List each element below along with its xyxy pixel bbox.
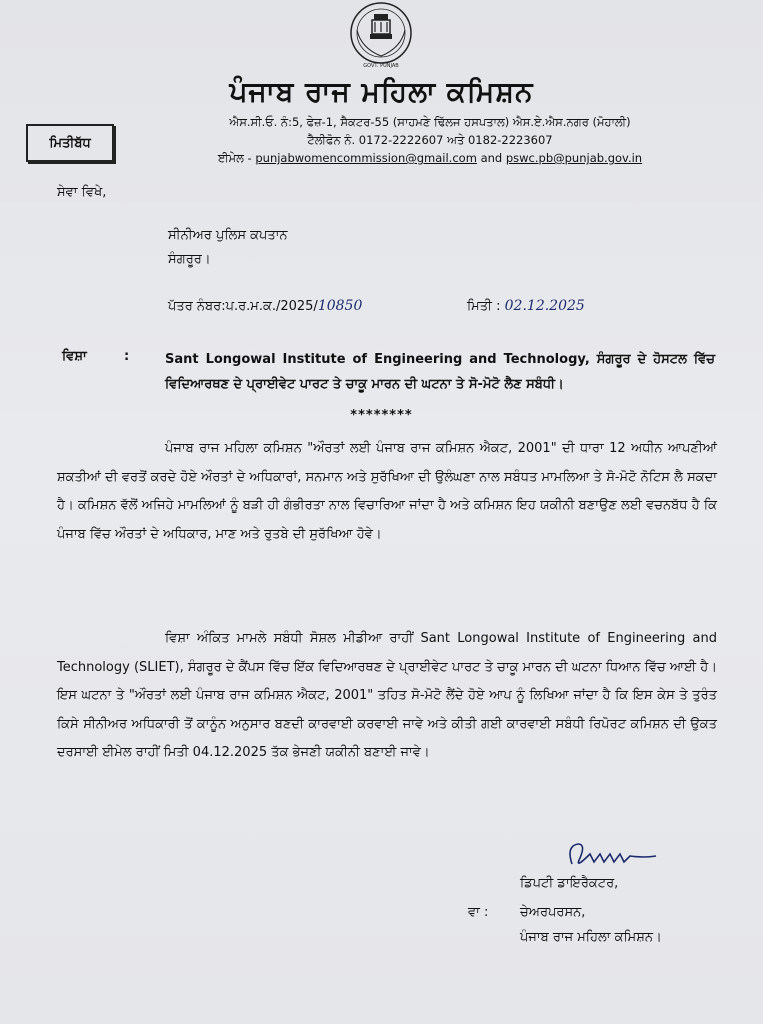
emblem-label: GOVT. PUNJAB [363, 63, 399, 69]
org-address: ਐਸ.ਸੀ.ਓ. ਨੰ:5, ਫੇਜ਼-1, ਸੈਕਟਰ-55 (ਸਾਹਮਣੇ ਢਿੱਲਜ ਹਸਪਤਾਲ) ਐਸ.ਏ.ਐਸ.ਨਗਰ (ਮੋਹਾਲੀ) [229, 115, 631, 129]
separator: ******** [350, 408, 413, 423]
signatory-designation: ਡਿਪਟੀ ਡਾਇਰੈਕਟਰ, [520, 876, 619, 891]
org-title: ਪੰਜਾਬ ਰਾਜ ਮਹਿਲਾ ਕਮਿਸ਼ਨ [229, 75, 534, 108]
letter-number-value: 10850 [317, 298, 363, 314]
signatory-org: ਪੰਜਾਬ ਰਾਜ ਮਹਿਲਾ ਕਮਿਸ਼ਨ। [520, 930, 662, 945]
body-paragraph-1: ਪੰਜਾਬ ਰਾਜ ਮਹਿਲਾ ਕਮਿਸ਼ਨ "ਔਰਤਾਂ ਲਈ ਪੰਜਾਬ ਰਾਜ ਕਮਿਸ਼ਨ ਐਕਟ, 2001" ਦੀ ਧਾਰਾ 12 ਅਧੀਨ ਆਪਣੀਆਂ ਸ਼ਕਤੀਆਂ ਦੀ ਵਰਤੋਂ ਕਰਦੇ ਹੋਏ ਔਰਤਾਂ ਦੇ ਅਧਿਕਾਰਾਂ, ਸਨਮਾਨ ਅਤੇ ਸੁਰੱਖਿਆ ਦੀ ਉਲੰਘਣਾ ਨਾਲ ਸਬੰਧਤ ਮਾਮਲਿਆ ਤੇ ਸੋ-ਮੋਟੋ ਨੋਟਿਸ ਲੈ ਸਕਦਾ ਹੈ। ਕਮਿਸ਼ਨ ਵੱਲੋਂ ਅਜਿਹੇ ਮਾਮਲਿਆਂ ਨੂੰ ਬੜੀ ਹੀ ਗੰਭੀਰਤਾ ਨਾਲ ਵਿਚਾਰਿਆ ਜਾਂਦਾ ਹੈ ਅਤੇ ਕਮਿਸ਼ਨ ਇਹ ਯਕੀਨੀ ਬਣਾਉਣ ਲਈ ਵਚਨਬੱਧ ਹੈ ਕਿ ਪੰਜਾਬ ਵਿੱਚ ਔਰਤਾਂ ਦੇ ਅਧਿਕਾਰ, ਮਾਣ ਅਤੇ ਰੁਤਬੇ ਦੀ ਸੁਰੱਖਿਆ ਹੋਵੇ। [57, 441, 717, 542]
body-paragraph-2: ਵਿਸ਼ਾ ਅੰਕਿਤ ਮਾਮਲੇ ਸਬੰਧੀ ਸੋਸ਼ਲ ਮੀਡੀਆ ਰਾਹੀਂ Sant Longowal Institute of Engineering and Technology (SLIET), ਸੰਗਰੂਰ ਦੇ ਕੈਂਪਸ ਵਿੱਚ ਇੱਕ ਵਿਦਿਆਰਥਣ ਦੇ ਪ੍ਰਾਈਵੇਟ ਪਾਰਟ ਤੇ ਚਾਕੂ ਮਾਰਨ ਦੀ ਘਟਨਾ ਧਿਆਨ ਵਿੱਚ ਆਈ ਹੈ। ਇਸ ਘਟਨਾ ਤੇ "ਔਰਤਾਂ ਲਈ ਪੰਜਾਬ ਰਾਜ ਕਮਿਸ਼ਨ ਐਕਟ, 2001" ਤਹਿਤ ਸੋ-ਮੋਟੋ ਲੈਂਦੇ ਹੋਏ ਆਪ ਨੂੰ ਲਿਖਿਆ ਜਾਂਦਾ ਹੈ ਕਿ ਇਸ ਕੇਸ ਤੇ ਤੁਰੰਤ ਕਿਸੇ ਸੀਨੀਅਰ ਅਧਿਕਾਰੀ ਤੋਂ ਕਾਨੂੰਨ ਅਨੁਸਾਰ ਬਣਦੀ ਕਾਰਵਾਈ ਕਰਵਾਈ ਜਾਵੇ ਅਤੇ ਕੀਤੀ ਗਈ ਕਾਰਵਾਈ ਸਬੰਧੀ ਰਿਪੋਰਟ ਕਮਿਸ਼ਨ ਦੀ ਉਕਤ ਦਰਸਾਈ ਈਮੇਲ ਰਾਹੀਂ ਮਿਤੀ 04.12.2025 ਤੱਕ ਭੇਜਣੀ ਯਕੀਨੀ ਬਣਾਈ ਜਾਵੇ। [57, 631, 717, 760]
email-link-2[interactable]: pswc.pb@punjab.gov.in [505, 151, 643, 165]
subject-text: Sant Longowal Institute of Engineering and Technology, ਸੰਗਰੂਰ ਦੇ ਹੋਸਟਲ ਵਿੱਚ ਵਿਦਿਆਰਥਣ ਦੇ ਪ੍ਰਾਈਵੇਟ ਪਾਰਟ ਤੇ ਚਾਕੂ ਮਾਰਨ ਦੀ ਘਟਨਾ ਤੇ ਸੋ-ਮੋਟੋ ਲੈਣ ਸਬੰਧੀ। [165, 352, 715, 392]
govt-emblem-icon [337, 0, 425, 70]
subject-colon: : [124, 349, 130, 364]
signature-icon [560, 838, 660, 876]
email-prefix: ਈਮੇਲ - [217, 151, 252, 165]
salutation: ਸੇਵਾ ਵਿਖੇ, [57, 185, 107, 200]
letter-number [168, 298, 362, 314]
email-and: and [480, 151, 503, 165]
org-phone: ਟੈਲੀਫੋਨ ਨੰ. 0172-2222607 ਅਤੇ 0182-2223607 [307, 133, 553, 147]
signatory-prefix: ਵਾ : [468, 905, 489, 920]
confidential-stamp: ਮਿਤੀਬੱਧ [26, 124, 114, 162]
email-link-1[interactable]: punjabwomencommission@gmail.com [255, 151, 477, 165]
letter-date [467, 298, 585, 314]
recipient-title: ਸੀਨੀਅਰ ਪੁਲਿਸ ਕਪਤਾਨ [168, 228, 288, 243]
letter-number-label: ਪੱਤਰ ਨੰਬਰ:ਪ.ਰ.ਮ.ਕ./2025/ [168, 299, 318, 314]
signatory-for: ਚੇਅਰਪਰਸਨ, [520, 905, 586, 920]
org-email-line [150, 151, 710, 166]
date-value: 02.12.2025 [504, 298, 585, 314]
subject-label: ਵਿਸ਼ਾ [62, 349, 87, 364]
date-label: ਮਿਤੀ : [467, 299, 501, 314]
recipient-place: ਸੰਗਰੂਰ। [168, 252, 211, 267]
